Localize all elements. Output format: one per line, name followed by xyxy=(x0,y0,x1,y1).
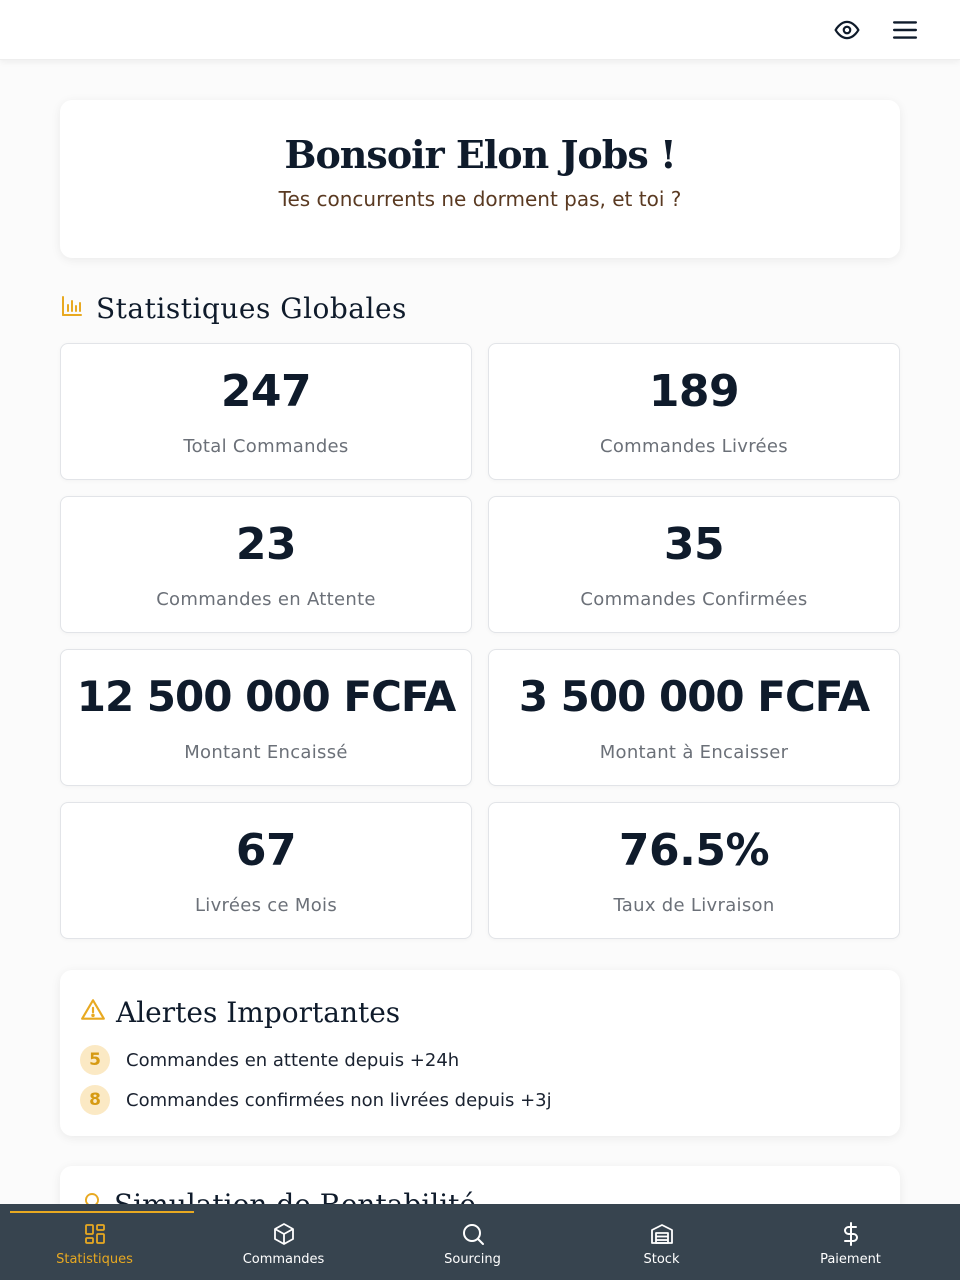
stat-label: Taux de Livraison xyxy=(613,895,775,916)
stat-label: Livrées ce Mois xyxy=(194,895,338,916)
dollar-icon xyxy=(839,1222,863,1250)
eye-icon[interactable] xyxy=(832,15,862,45)
alert-item[interactable] xyxy=(80,1044,459,1076)
greeting-card xyxy=(60,100,900,258)
stat-value: 67 xyxy=(235,825,297,876)
stat-value: 76.5% xyxy=(618,825,770,876)
package-icon xyxy=(272,1222,296,1250)
nav-item-stock[interactable] xyxy=(567,1204,756,1280)
nav-item-paiement[interactable] xyxy=(756,1204,945,1280)
nav-item-commandes[interactable] xyxy=(189,1204,378,1280)
stat-card-commandes-livrees xyxy=(488,343,900,480)
stats-title: Statistiques Globales xyxy=(96,291,407,325)
alert-text: Commandes confirmées non livrées depuis +3j xyxy=(126,1089,552,1111)
stat-label: Montant à Encaisser xyxy=(599,742,789,763)
alert-text: Commandes en attente depuis +24h xyxy=(126,1049,460,1071)
stat-value: 35 xyxy=(663,519,725,570)
nav-label: Statistiques xyxy=(56,1252,133,1267)
alerts-card xyxy=(60,970,900,1136)
alerts-header xyxy=(80,994,400,1030)
stat-label: Total Commandes xyxy=(183,436,349,457)
alerts-title: Alertes Importantes xyxy=(116,995,401,1029)
stat-card-montant-encaisse xyxy=(60,649,472,786)
stats-section-title xyxy=(60,288,407,328)
stat-card-montant-a-encaisser xyxy=(488,649,900,786)
stat-label: Commandes en Attente xyxy=(156,589,376,610)
stat-card-taux-livraison xyxy=(488,802,900,939)
stat-card-total-commandes xyxy=(60,343,472,480)
stat-value: 23 xyxy=(235,519,297,570)
search-icon xyxy=(461,1222,485,1250)
nav-label: Commandes xyxy=(242,1252,325,1267)
stat-label: Commandes Confirmées xyxy=(580,589,808,610)
stat-card-commandes-confirmees xyxy=(488,496,900,633)
dashboard-grid-icon xyxy=(83,1222,107,1250)
bottom-nav xyxy=(0,1204,960,1280)
stat-value: 247 xyxy=(220,366,312,417)
stat-label: Commandes Livrées xyxy=(599,436,788,457)
bar-chart-icon xyxy=(60,294,84,322)
stat-label: Montant Encaissé xyxy=(184,742,348,763)
alert-count-badge: 5 xyxy=(80,1045,110,1075)
stat-card-livrees-ce-mois xyxy=(60,802,472,939)
nav-label: Sourcing xyxy=(444,1252,501,1267)
alert-count-badge: 8 xyxy=(80,1085,110,1115)
stat-card-commandes-attente xyxy=(60,496,472,633)
nav-label: Stock xyxy=(643,1252,680,1267)
greeting-title: Bonsoir Elon Jobs ! xyxy=(284,132,676,177)
nav-item-statistiques[interactable] xyxy=(0,1204,189,1280)
stat-value: 12 500 000 FCFA xyxy=(76,672,456,721)
menu-icon[interactable] xyxy=(890,15,920,45)
alert-item[interactable] xyxy=(80,1084,552,1116)
stat-value: 3 500 000 FCFA xyxy=(518,672,870,721)
warehouse-icon xyxy=(650,1222,674,1250)
greeting-subtitle: Tes concurrents ne dorment pas, et toi ? xyxy=(278,187,682,211)
stat-value: 189 xyxy=(648,366,740,417)
nav-label: Paiement xyxy=(820,1252,881,1267)
top-bar xyxy=(0,0,960,60)
nav-item-sourcing[interactable] xyxy=(378,1204,567,1280)
warning-icon xyxy=(80,997,106,1027)
